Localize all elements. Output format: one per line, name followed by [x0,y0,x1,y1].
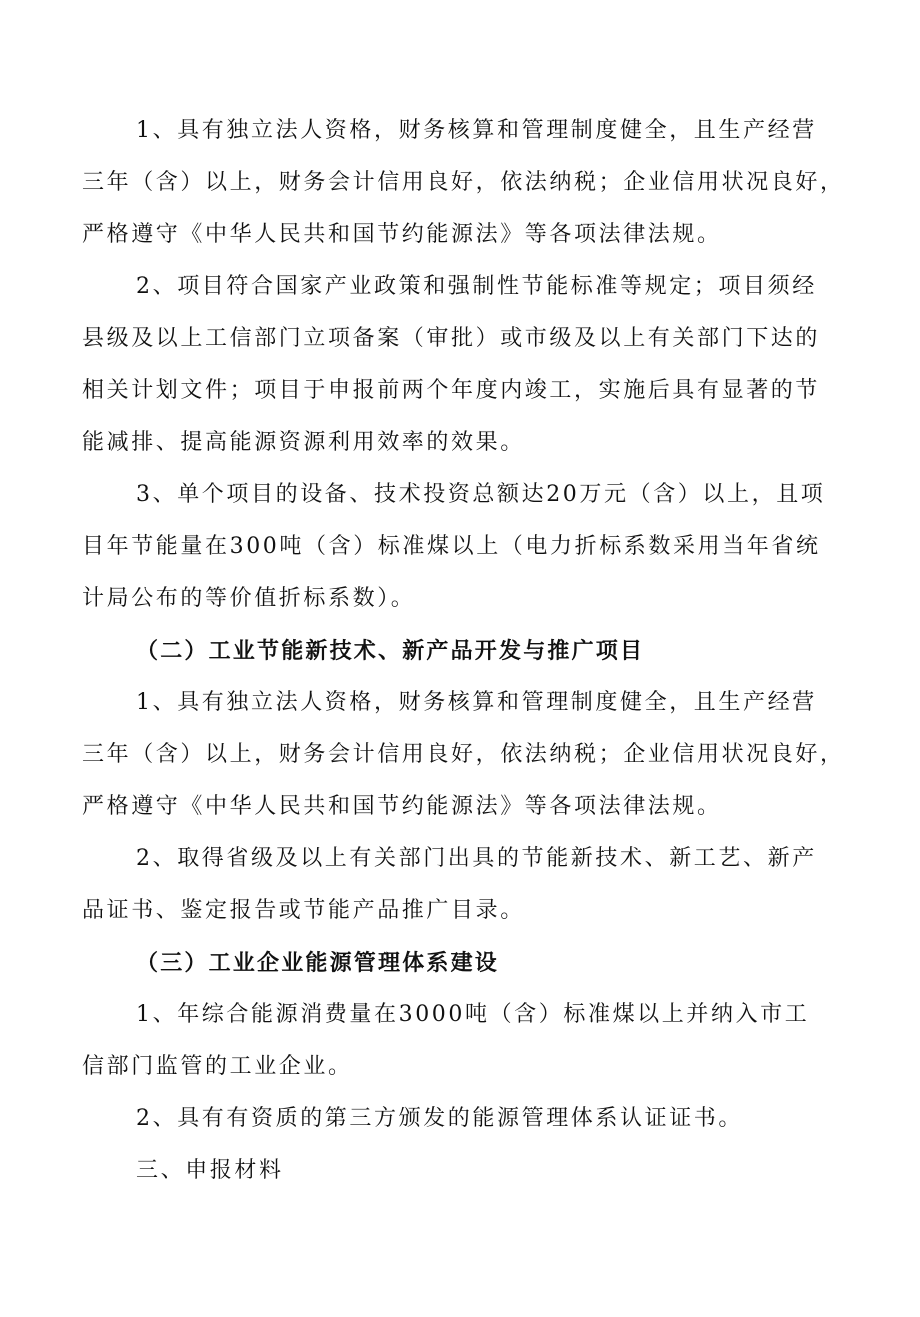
para-1-2-line-4: 能减排、提高能源资源利用效率的效果。 [82,430,525,455]
para-2-2-line-2: 品证书、鉴定报告或节能产品推广目录。 [82,898,525,923]
para-1-2-line-1: 2、项目符合国家产业政策和强制性节能标准等规定；项目须经 [136,274,817,299]
para-3-1-line-1: 1、年综合能源消费量在3000吨（含）标准煤以上并纳入市工 [136,1002,810,1027]
para-1-2-line-2: 县级及以上工信部门立项备案（审批）或市级及以上有关部门下达的 [82,326,821,351]
para-1-1-line-2: 三年（含）以上，财务会计信用良好，依法纳税；企业信用状况良好， [82,170,845,195]
para-1-3-line-2: 目年节能量在300吨（含）标准煤以上（电力折标系数采用当年省统 [82,534,821,559]
para-3-1-line-2: 信部门监管的工业企业。 [82,1054,353,1079]
para-2-1-line-2: 三年（含）以上，财务会计信用良好，依法纳税；企业信用状况良好， [82,742,845,767]
para-1-3-line-3: 计局公布的等价值折标系数）。 [82,586,416,611]
section-3-heading: （三）工业企业能源管理体系建设 [136,950,500,976]
para-1-2-line-3: 相关计划文件；项目于申报前两个年度内竣工，实施后具有显著的节 [82,378,821,403]
para-2-1-line-3: 严格遵守《中华人民共和国节约能源法》等各项法律法规。 [82,794,722,819]
para-1-3-line-1: 3、单个项目的设备、技术投资总额达20万元（含）以上，且项 [136,482,826,507]
para-3-2-line-1: 2、具有有资质的第三方颁发的能源管理体系认证证书。 [136,1106,743,1131]
para-1-1-line-3: 严格遵守《中华人民共和国节约能源法》等各项法律法规。 [82,222,722,247]
para-2-1-line-1: 1、具有独立法人资格，财务核算和管理制度健全，且生产经营 [136,690,817,715]
para-2-2-line-1: 2、取得省级及以上有关部门出具的节能新技术、新工艺、新产 [136,846,817,871]
para-1-1-line-1: 1、具有独立法人资格，财务核算和管理制度健全，且生产经营 [136,118,817,143]
section-2-heading: （二）工业节能新技术、新产品开发与推广项目 [136,638,645,664]
section-three-heading: 三、申报材料 [136,1158,284,1183]
